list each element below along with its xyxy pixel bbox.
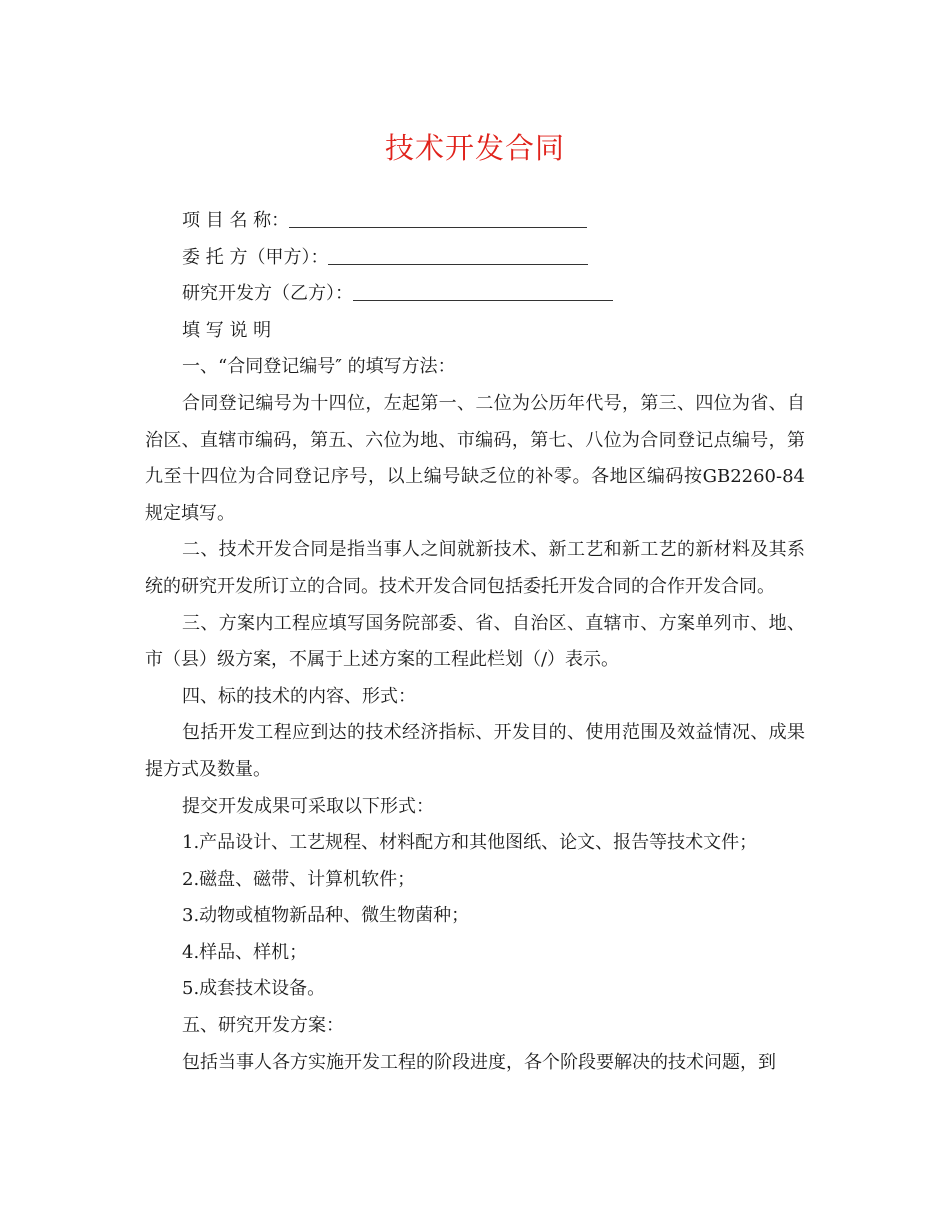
document-title: 技术开发合同 (384, 131, 565, 165)
developer-label: 研究开发方（乙方）： (182, 283, 353, 305)
section-heading: 填 写 说 明 (182, 319, 272, 341)
paragraph-5: 四、标的技术的内容、形式： (182, 685, 416, 707)
paragraph-7: 提交开发成果可采取以下形式： (182, 795, 434, 817)
paragraph-2: 合同登记编号为十四位，左起第一、二位为公历年代号，第三、四位为省、自治区、直辖市编码，第五、六位为地、市编码，第七、八位为合同登记点编号，第九至十四位为合同登记序号，以上编号缺乏位的补零。各地区编码按GB2260-84规定填写。 (145, 392, 805, 524)
paragraph-6: 包括开发工程应到达的技术经济指标、开发目的、使用范围及效益情况、成果提方式及数量。 (145, 722, 805, 780)
paragraph-4: 三、方案内工程应填写国务院部委、省、自治区、直辖市、方案单列市、地、市（县）级方案，不属于上述方案的工程此栏划（/）表示。 (145, 612, 805, 671)
developer-blank (353, 282, 613, 301)
list-item-3: 3.动物或植物新品种、微生物菌种； (182, 905, 470, 927)
paragraph-8: 五、研究开发方案： (182, 1015, 344, 1037)
document-body (145, 203, 805, 1081)
paragraph-1: 一、“合同登记编号″ 的填写方法： (182, 356, 456, 378)
project-name-blank (289, 209, 587, 228)
paragraph-9: 包括当事人各方实施开发工程的阶段进度，各个阶段要解决的技术问题，到 (182, 1051, 776, 1073)
project-name-field (145, 203, 805, 240)
client-blank (328, 246, 588, 265)
client-field (145, 240, 805, 277)
client-label: 委 托 方（甲方）： (182, 246, 329, 268)
paragraph-3: 二、技术开发合同是指当事人之间就新技术、新工艺和新工艺的新材料及其系统的研究开发所订立的合同。技术开发合同包括委托开发合同的合作开发合同。 (145, 539, 805, 597)
list-item-1: 1.产品设计、工艺规程、材料配方和其他图纸、论文、报告等技术文件； (182, 832, 758, 854)
developer-field (145, 276, 805, 313)
list-item-2: 2.磁盘、磁带、计算机软件； (182, 868, 416, 890)
project-name-label: 项 目 名 称： (182, 210, 290, 231)
list-item-5: 5.成套技术设备。 (182, 978, 326, 1000)
list-item-4: 4.样品、样机； (182, 941, 308, 963)
